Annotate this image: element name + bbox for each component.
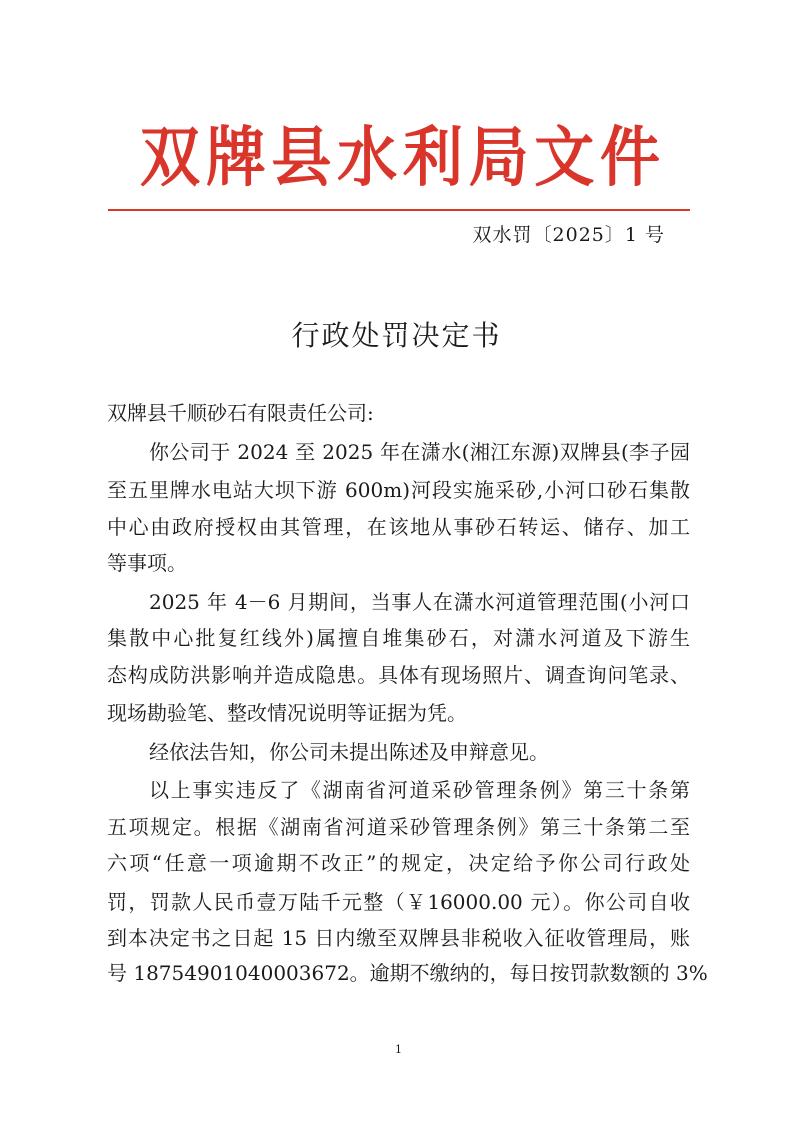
body-line: 2025 年 4－6 月期间，当事人在潇水河道管理范围(小河口: [149, 590, 690, 614]
body-line: 到本决定书之日起 15 日内缴至双牌县非税收入征收管理局，账: [107, 926, 690, 950]
body-line: 态构成防洪影响并造成隐患。具体有现场照片、调查询问笔录、: [107, 663, 690, 687]
body-line: 六项“任意一项逾期不改正”的规定，决定给予你公司行政处: [107, 851, 690, 875]
document-number: 双水罚〔2025〕1 号: [472, 224, 665, 246]
body-line: 集散中心批复红线外)属擅自堆集砂石，对潇水河道及下游生: [107, 626, 690, 650]
body-line: 罚，罚款人民币壹万陆千元整（￥16000.00 元）。你公司自收: [107, 890, 690, 914]
body-line: 以上事实违反了《湖南省河道采砂管理条例》第三十条第: [149, 778, 690, 802]
body-line: 经依法告知，你公司未提出陈述及申辩意见。: [149, 740, 549, 764]
body-line: 等事项。: [107, 551, 187, 575]
body-line: 五项规定。根据《湖南省河道采砂管理条例》第三十条第二至: [107, 815, 690, 839]
body-line: 现场勘验笔、整改情况说明等证据为凭。: [107, 701, 467, 725]
body-line: 你公司于 2024 至 2025 年在潇水(湘江东源)双牌县(李子园: [149, 440, 690, 464]
body-line: 号 18754901040003672。逾期不缴纳的，每日按罚款数额的 3%: [107, 961, 708, 985]
body-line: 至五里牌水电站大坝下游 600m)河段实施采砂,小河口砂石集散: [107, 478, 690, 502]
red-header-divider: [108, 209, 690, 211]
document-title: 行政处罚决定书: [291, 319, 502, 352]
page-number: 1: [395, 1043, 402, 1056]
issuing-authority-header: 双牌县水利局文件: [140, 120, 660, 196]
addressee: 双牌县千顺砂石有限责任公司:: [107, 401, 374, 425]
body-line: 中心由政府授权由其管理，在该地从事砂石转运、储存、加工: [107, 515, 690, 539]
